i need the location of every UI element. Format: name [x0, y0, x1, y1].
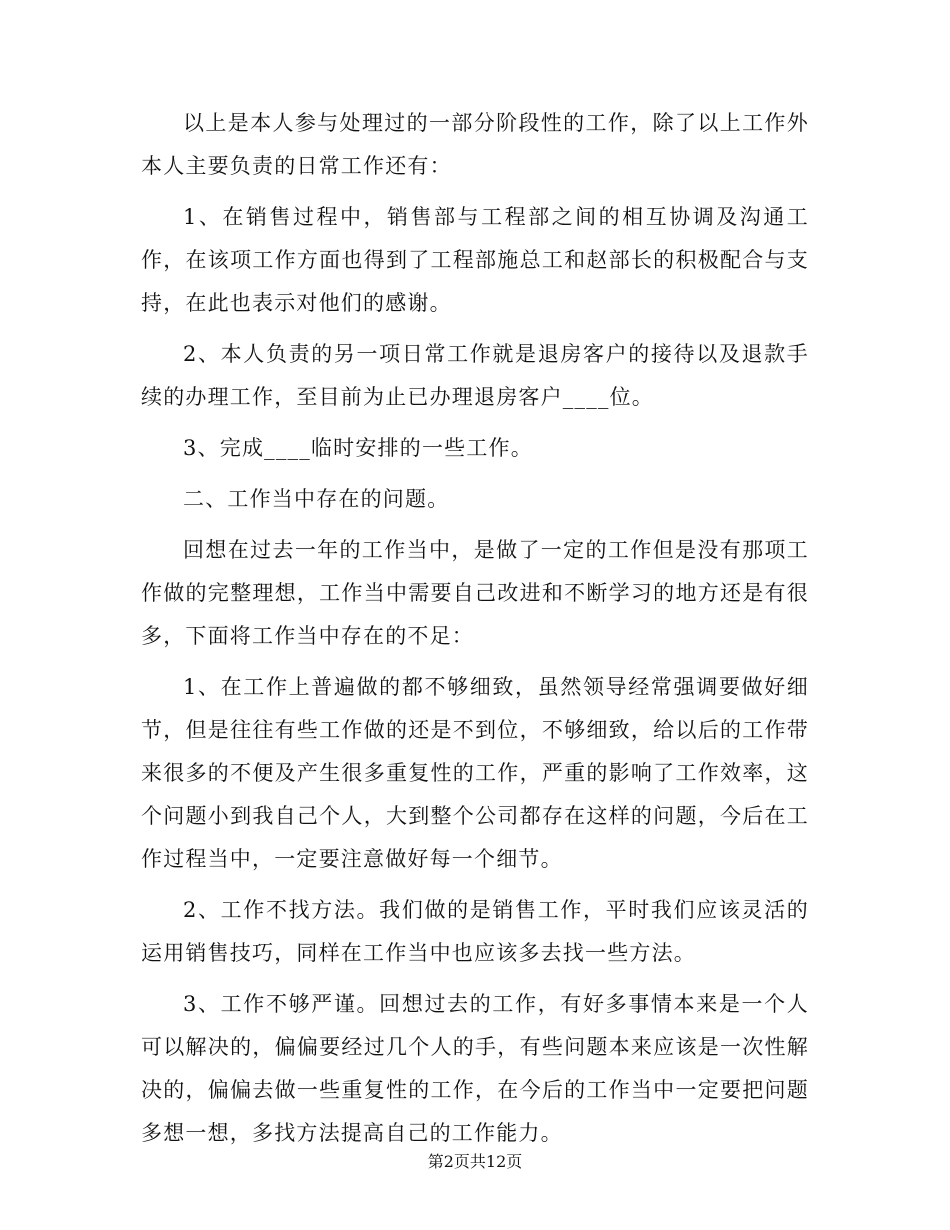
paragraph-item-3-tasks: 3、完成____临时安排的一些工作。 [183, 436, 533, 460]
paragraph-item-1-coordination: 1、在销售过程中，销售部与工程部之间的相互协调及沟通工作，在该项工作方面也得到了工程部施总工和赵部长的积极配合与支持，在此也表示对他们的感谢。 [141, 205, 809, 315]
paragraph-problem-3: 3、工作不够严谨。回想过去的工作，有好多事情本来是一个人可以解决的，偏偏要经过几个人的手，有些问题本来应该是一次性解决的，偏偏去做一些重复性的工作，在今后的工作当中一定要把问题多想一想，多找方法提高自己的工作能力。 [141, 992, 809, 1145]
paragraph-intro: 以上是本人参与处理过的一部分阶段性的工作，除了以上工作外本人主要负责的日常工作还有： [141, 111, 809, 178]
paragraph-review: 回想在过去一年的工作当中，是做了一定的工作但是没有那项工作做的完整理想，工作当中需要自己改进和不断学习的地方还是有很多，下面将工作当中存在的不足： [141, 538, 809, 648]
paragraph-problem-2: 2、工作不找方法。我们做的是销售工作，平时我们应该灵活的运用销售技巧，同样在工作当中也应该多去找一些方法。 [141, 898, 809, 965]
paragraph-problem-1: 1、在工作上普遍做的都不够细致，虽然领导经常强调要做好细节，但是往往有些工作做的还是不到位，不够细致，给以后的工作带来很多的不便及产生很多重复性的工作，严重的影响了工作效率，这个问题小到我自己个人，大到整个公司都存在这样的问题，今后在工作过程当中，一定要注意做好每一个细节。 [141, 675, 809, 871]
page-number-footer: 第2页共12页 [427, 1152, 523, 1171]
section-heading-problems: 二、工作当中存在的问题。 [183, 487, 450, 511]
document-body [141, 102, 809, 1163]
paragraph-item-2-refunds: 2、本人负责的另一项日常工作就是退房客户的接待以及退款手续的办理工作，至目前为止已办理退房客户____位。 [141, 342, 809, 409]
